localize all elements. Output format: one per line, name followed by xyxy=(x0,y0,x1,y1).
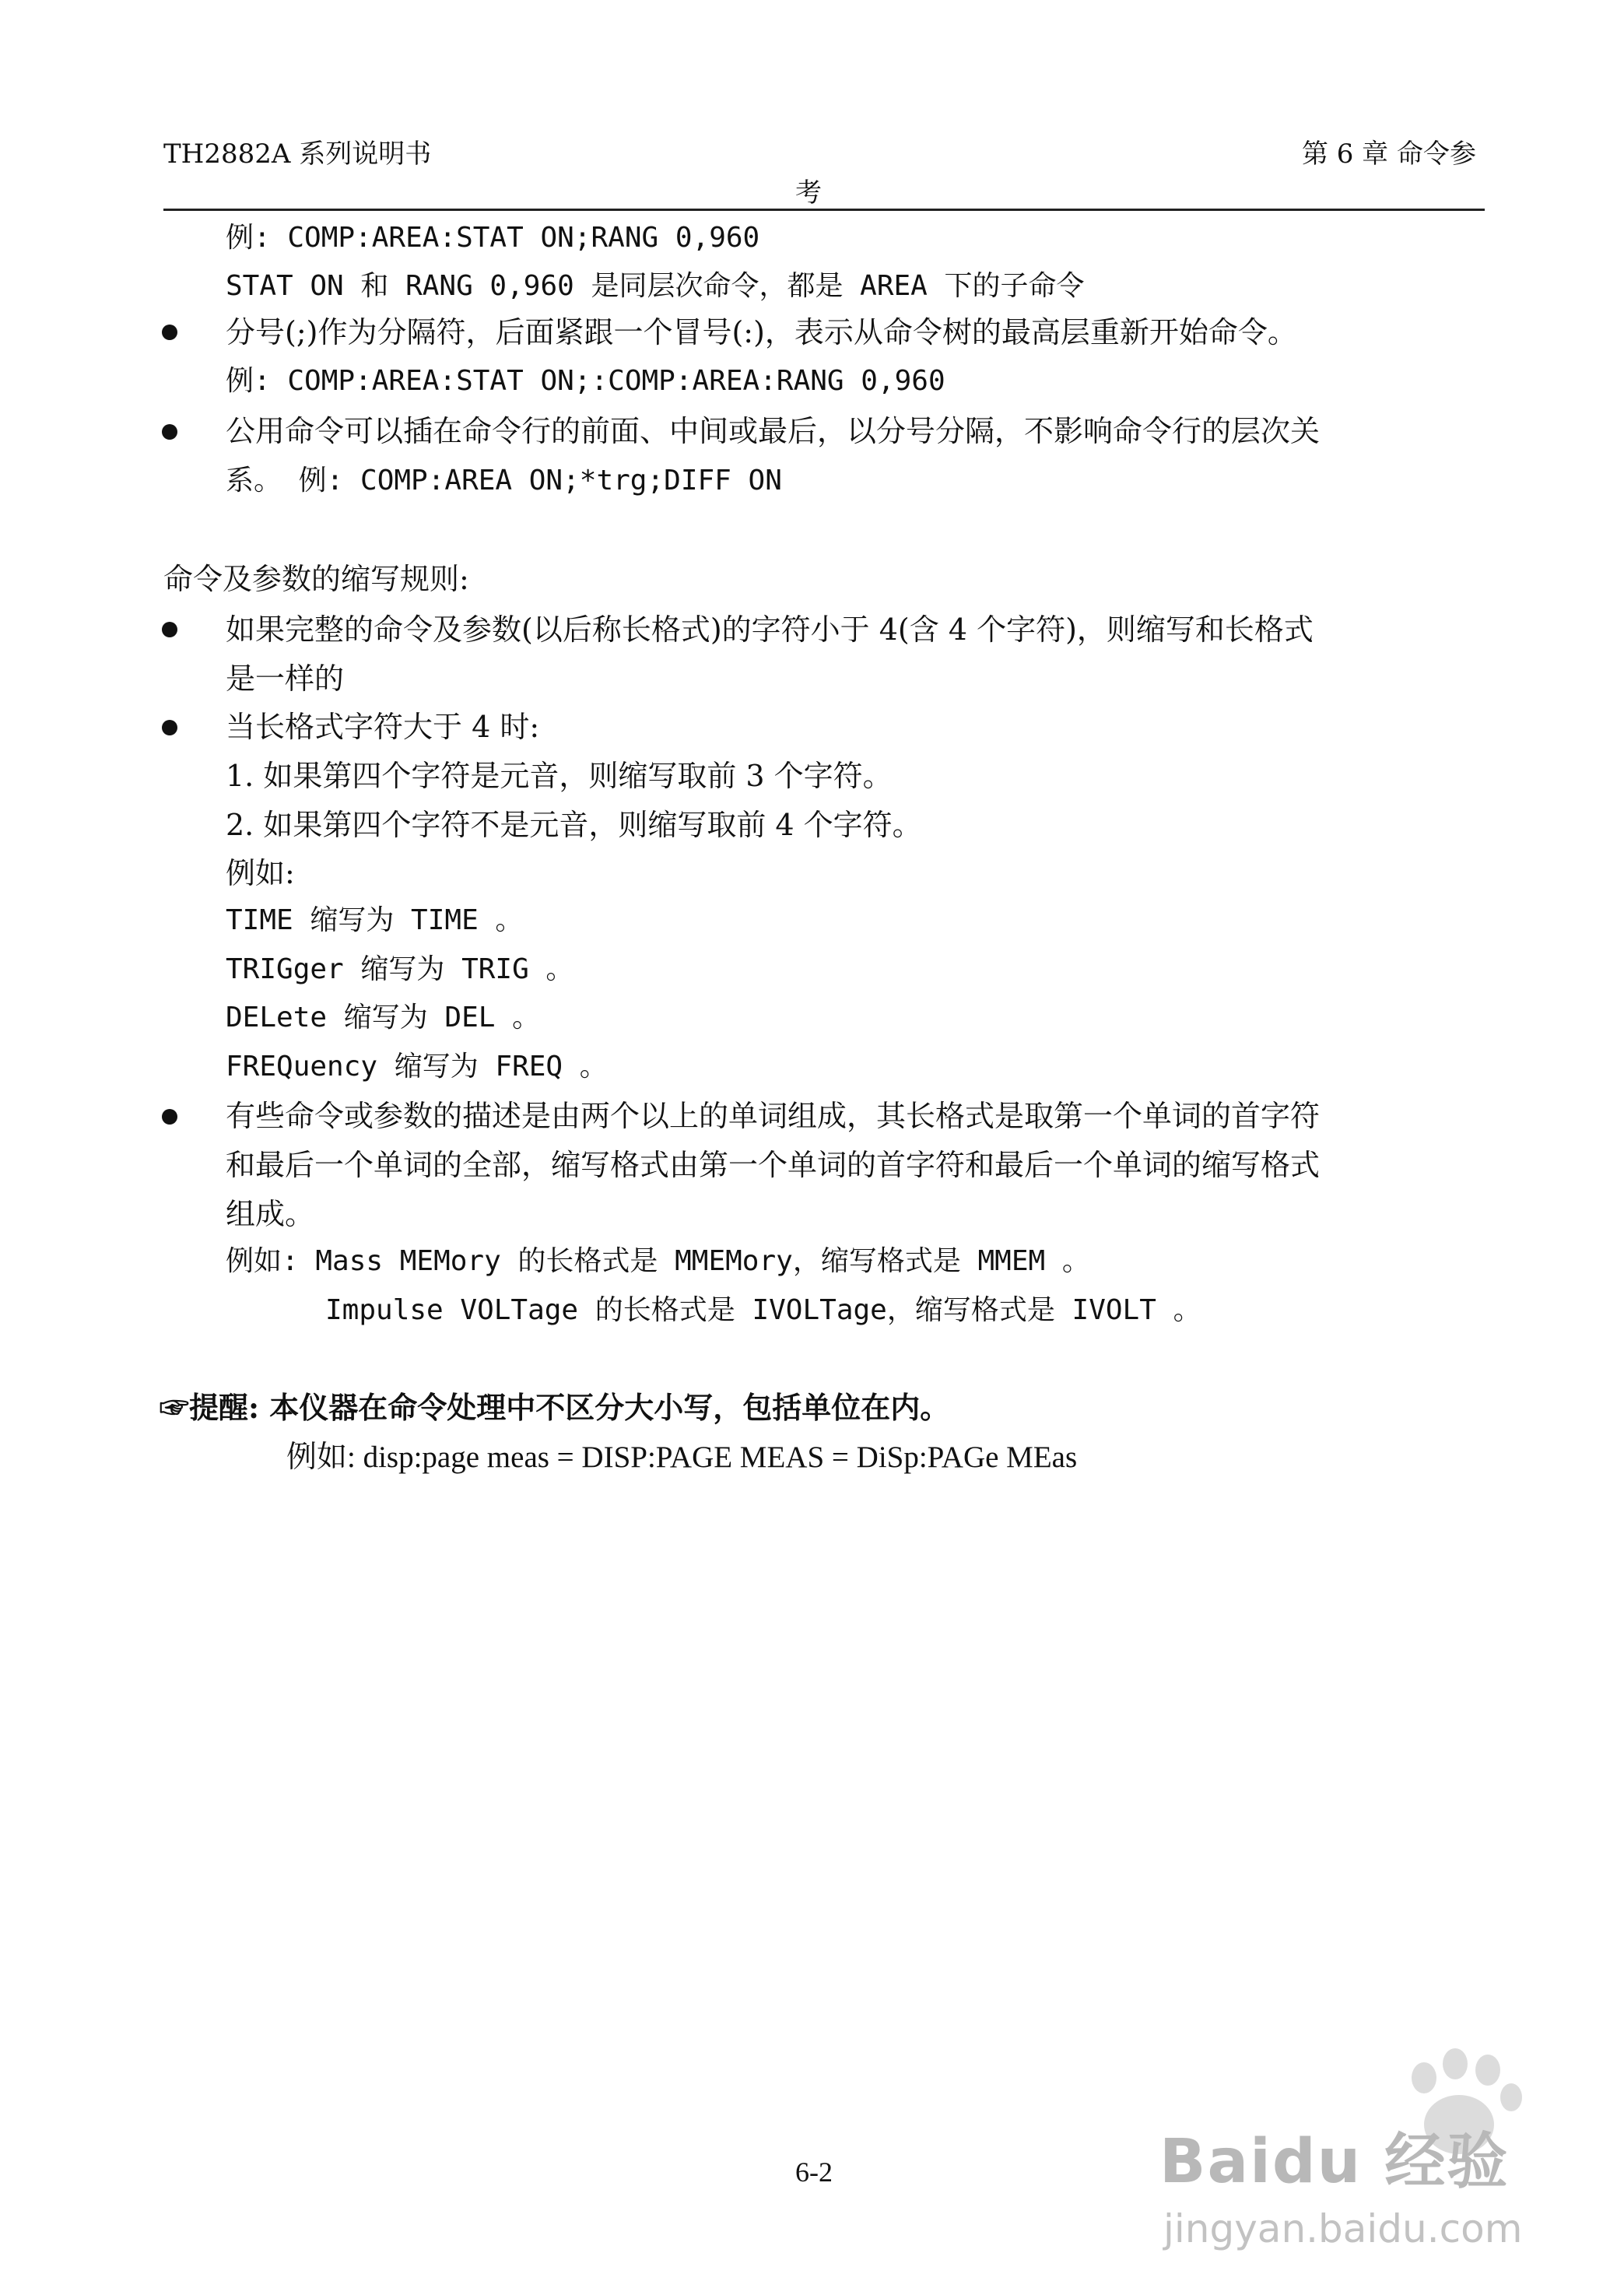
text-line: 系。 例: COMP:AREA ON;*trg;DIFF ON xyxy=(226,465,782,497)
section-heading: 命令及参数的缩写规则: xyxy=(163,562,469,596)
text-line: 如果完整的命令及参数(以后称长格式)的字符小于 4(含 4 个字符)，则缩写和长格式 xyxy=(226,612,1314,647)
text-line: 当长格式字符大于 4 时: xyxy=(226,710,540,744)
example-line: 例: COMP:AREA:STAT ON;RANG 0,960 xyxy=(226,222,760,254)
page-number: 6-2 xyxy=(795,2156,833,2188)
example-line: DELete 缩写为 DEL 。 xyxy=(226,1002,541,1033)
text-line: 1. 如果第四个字符是元音，则缩写取前 3 个字符。 xyxy=(226,759,893,793)
text-line: 组成。 xyxy=(226,1197,315,1231)
reminder-note: ☞提醒: 本仪器在命令处理中不区分大小写，包括单位在内。 xyxy=(160,1390,950,1425)
example-line: FREQuency 缩写为 FREQ 。 xyxy=(226,1051,608,1083)
text-line: 例如: xyxy=(226,856,295,890)
text-line: 有些命令或参数的描述是由两个以上的单词组成，其长格式是取第一个单词的首字符 xyxy=(226,1099,1321,1133)
example-line: Impulse VOLTage 的长格式是 IVOLTage，缩写格式是 IVOLT 。 xyxy=(325,1294,1201,1326)
watermark-brand: Baidu 经验 xyxy=(1159,2127,1510,2197)
watermark-url: jingyan.baidu.com xyxy=(1163,2206,1523,2251)
text-line: 和最后一个单词的全部，缩写格式由第一个单词的首字符和最后一个单词的缩写格式 xyxy=(226,1148,1321,1182)
page-header-left: TH2882A 系列说明书 xyxy=(163,139,432,170)
example-line: 例如: Mass MEMory 的长格式是 MMEMory，缩写格式是 MMEM 。 xyxy=(226,1245,1090,1277)
text-line: 2. 如果第四个字符不是元音，则缩写取前 4 个字符。 xyxy=(226,808,922,842)
example-line: TRIGger 缩写为 TRIG 。 xyxy=(226,953,574,985)
text-line: 是一样的 xyxy=(226,661,345,696)
page-header-right: 第 6 章 命令参 xyxy=(1301,139,1476,170)
text-line: 分号(;)作为分隔符，后面紧跟一个冒号(:)，表示从命令树的最高层重新开始命令。 xyxy=(226,315,1297,349)
example-line: 例: COMP:AREA:STAT ON;:COMP:AREA:RANG 0,960 xyxy=(226,365,945,397)
text-line: 公用命令可以插在命令行的前面、中间或最后，以分号分隔，不影响命令行的层次关 xyxy=(226,414,1321,448)
page-header-right-continued: 考 xyxy=(795,177,822,209)
bullet-icon xyxy=(162,325,177,340)
bullet-icon xyxy=(162,720,177,735)
reminder-example: 例如: disp:page meas = DISP:PAGE MEAS = DiSp:PAGe MEas xyxy=(286,1441,1078,1474)
bullet-icon xyxy=(162,424,177,440)
text-line: STAT ON 和 RANG 0,960 是同层次命令，都是 AREA 下的子命令 xyxy=(226,270,1085,302)
bullet-icon xyxy=(162,622,177,637)
bullet-icon xyxy=(162,1109,177,1125)
example-line: TIME 缩写为 TIME 。 xyxy=(226,904,524,936)
header-rule xyxy=(163,209,1485,211)
